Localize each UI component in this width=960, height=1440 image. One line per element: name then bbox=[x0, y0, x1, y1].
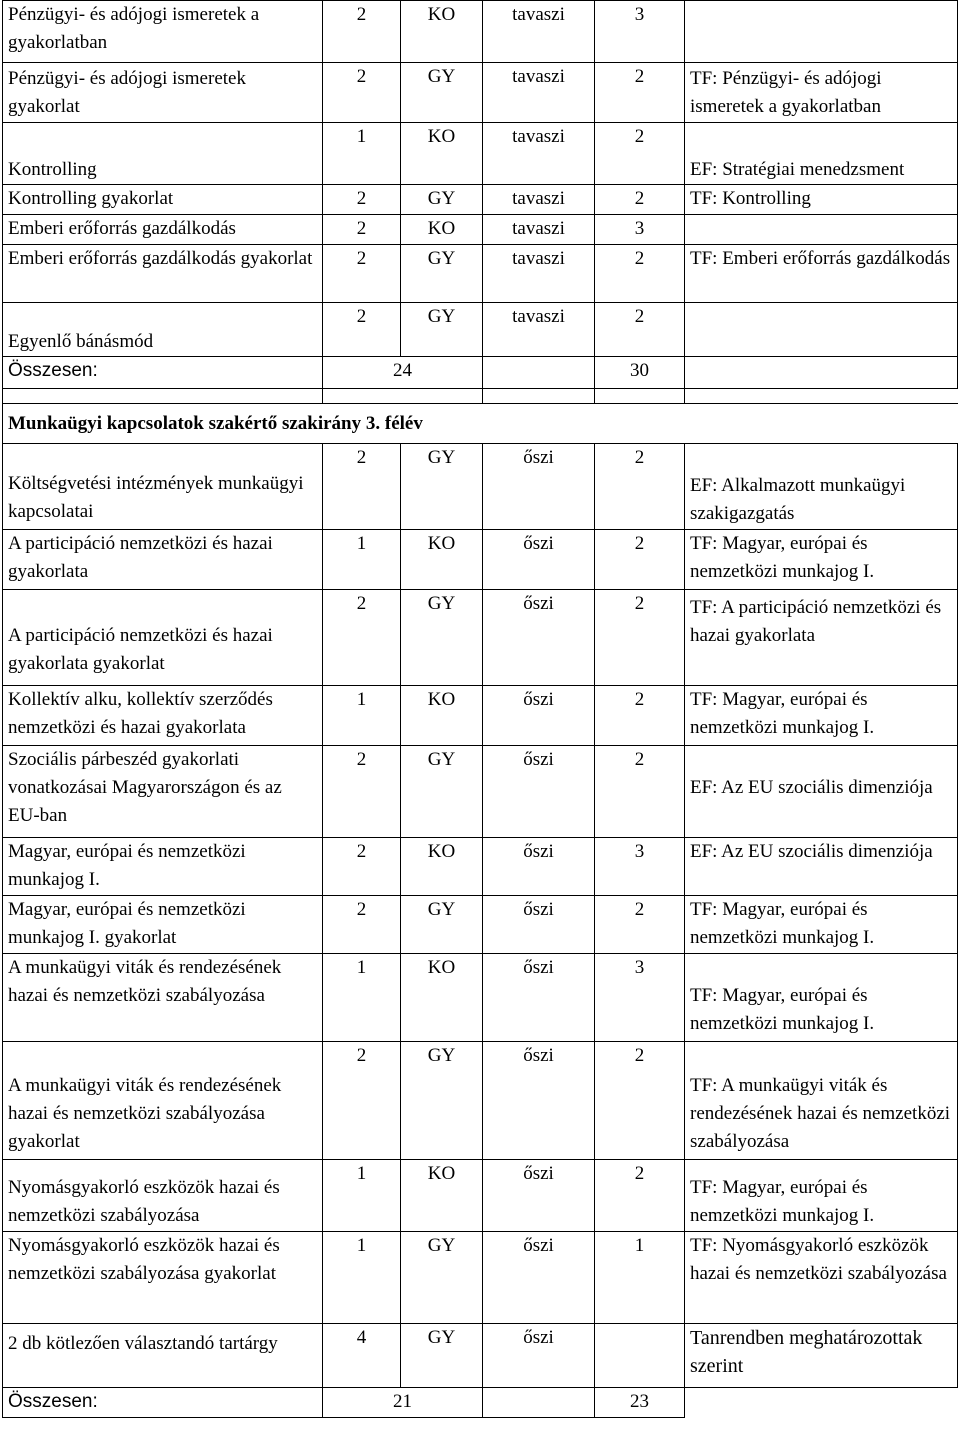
hours: 2 bbox=[595, 303, 685, 357]
subject-name: Magyar, európai és nemzetközi munkajog I. bbox=[3, 838, 323, 896]
prerequisite: TF: A munkaügyi viták és rendezésének hazai és nemzetközi szabályozása bbox=[685, 1042, 958, 1160]
subject-name: Pénzügyi- és adójogi ismeretek a gyakorlatban bbox=[3, 1, 323, 63]
table-row bbox=[3, 746, 958, 838]
credits: 1 bbox=[323, 1160, 401, 1232]
credits: 2 bbox=[323, 1042, 401, 1160]
course-type: KO bbox=[401, 215, 483, 245]
course-type: GY bbox=[401, 1042, 483, 1160]
hours: 2 bbox=[595, 590, 685, 686]
prerequisite bbox=[685, 1, 958, 63]
credits: 2 bbox=[323, 185, 401, 215]
hours: 2 bbox=[595, 444, 685, 530]
semester: őszi bbox=[483, 896, 595, 954]
hours: 2 bbox=[595, 686, 685, 746]
credits: 1 bbox=[323, 1232, 401, 1324]
semester: őszi bbox=[483, 590, 595, 686]
course-type: GY bbox=[401, 63, 483, 123]
total-credits: 21 bbox=[323, 1388, 483, 1418]
credits: 2 bbox=[323, 746, 401, 838]
hours: 3 bbox=[595, 954, 685, 1042]
credits: 1 bbox=[323, 954, 401, 1042]
prerequisite: EF: Alkalmazott munkaügyi szakigazgatás bbox=[685, 444, 958, 530]
empty-cell bbox=[685, 1388, 958, 1418]
table-row bbox=[3, 215, 958, 245]
course-type: GY bbox=[401, 590, 483, 686]
credits: 2 bbox=[323, 1, 401, 63]
total-label: Összesen: bbox=[3, 1388, 323, 1418]
prerequisite: EF: Stratégiai menedzsment bbox=[685, 123, 958, 185]
course-type: GY bbox=[401, 245, 483, 303]
subject-name: Nyomásgyakorló eszközök hazai és nemzetközi szabályozása gyakorlat bbox=[3, 1232, 323, 1324]
course-type: KO bbox=[401, 530, 483, 590]
credits: 4 bbox=[323, 1324, 401, 1388]
prerequisite bbox=[685, 215, 958, 245]
hours: 3 bbox=[595, 1, 685, 63]
section-header bbox=[3, 404, 958, 444]
prerequisite: EF: Az EU szociális dimenziója bbox=[685, 746, 958, 838]
semester: őszi bbox=[483, 1324, 595, 1388]
hours: 2 bbox=[595, 530, 685, 590]
subject-name: A participáció nemzetközi és hazai gyakorlata gyakorlat bbox=[3, 590, 323, 686]
prerequisite: TF: Nyomásgyakorló eszközök hazai és nemzetközi szabályozása bbox=[685, 1232, 958, 1324]
prerequisite: TF: Magyar, európai és nemzetközi munkajog I. bbox=[685, 954, 958, 1042]
hours: 2 bbox=[595, 746, 685, 838]
subject-name: A munkaügyi viták és rendezésének hazai és nemzetközi szabályozása bbox=[3, 954, 323, 1042]
prerequisite: TF: Magyar, európai és nemzetközi munkajog I. bbox=[685, 1160, 958, 1232]
table-row bbox=[3, 63, 958, 123]
prerequisite: TF: Magyar, európai és nemzetközi munkajog I. bbox=[685, 530, 958, 590]
table-row bbox=[3, 1232, 958, 1324]
hours bbox=[595, 1324, 685, 1388]
prerequisite: TF: Magyar, európai és nemzetközi munkajog I. bbox=[685, 686, 958, 746]
semester: őszi bbox=[483, 746, 595, 838]
hours: 3 bbox=[595, 215, 685, 245]
table-row bbox=[3, 185, 958, 215]
semester: őszi bbox=[483, 686, 595, 746]
hours: 2 bbox=[595, 1042, 685, 1160]
credits: 1 bbox=[323, 530, 401, 590]
credits: 2 bbox=[323, 245, 401, 303]
subject-name: Kollektív alku, kollektív szerződés nemzetközi és hazai gyakorlata bbox=[3, 686, 323, 746]
course-type: KO bbox=[401, 954, 483, 1042]
semester: tavaszi bbox=[483, 1, 595, 63]
course-type: KO bbox=[401, 123, 483, 185]
course-type: KO bbox=[401, 1, 483, 63]
total-hours: 30 bbox=[595, 357, 685, 389]
semester: őszi bbox=[483, 530, 595, 590]
hours: 2 bbox=[595, 63, 685, 123]
subject-name: A participáció nemzetközi és hazai gyakorlata bbox=[3, 530, 323, 590]
semester: őszi bbox=[483, 444, 595, 530]
hours: 2 bbox=[595, 245, 685, 303]
empty-cell bbox=[483, 357, 595, 389]
table-row bbox=[3, 303, 958, 357]
total-credits: 24 bbox=[323, 357, 483, 389]
table-row bbox=[3, 530, 958, 590]
semester: tavaszi bbox=[483, 245, 595, 303]
prerequisite: Tanrendben meghatározottak szerint bbox=[685, 1324, 958, 1388]
credits: 2 bbox=[323, 590, 401, 686]
hours: 2 bbox=[595, 185, 685, 215]
curriculum-table bbox=[2, 0, 958, 1418]
credits: 2 bbox=[323, 838, 401, 896]
semester: őszi bbox=[483, 1042, 595, 1160]
table-row bbox=[3, 123, 958, 185]
subject-name: Pénzügyi- és adójogi ismeretek gyakorlat bbox=[3, 63, 323, 123]
section-title: Munkaügyi kapcsolatok szakértő szakirány 3. félév bbox=[3, 404, 958, 444]
subject-name: Szociális párbeszéd gyakorlati vonatkozásai Magyarországon és az EU-ban bbox=[3, 746, 323, 838]
credits: 2 bbox=[323, 303, 401, 357]
table-row bbox=[3, 838, 958, 896]
hours: 1 bbox=[595, 1232, 685, 1324]
table-row bbox=[3, 1324, 958, 1388]
semester: őszi bbox=[483, 1232, 595, 1324]
subject-name: Kontrolling gyakorlat bbox=[3, 185, 323, 215]
total-row bbox=[3, 357, 958, 389]
semester: őszi bbox=[483, 954, 595, 1042]
credits: 2 bbox=[323, 444, 401, 530]
semester: tavaszi bbox=[483, 185, 595, 215]
course-type: KO bbox=[401, 686, 483, 746]
table-row bbox=[3, 1160, 958, 1232]
hours: 2 bbox=[595, 1160, 685, 1232]
subject-name: Emberi erőforrás gazdálkodás bbox=[3, 215, 323, 245]
subject-name: Költségvetési intézmények munkaügyi kapcsolatai bbox=[3, 444, 323, 530]
hours: 3 bbox=[595, 838, 685, 896]
semester: tavaszi bbox=[483, 303, 595, 357]
subject-name: Emberi erőforrás gazdálkodás gyakorlat bbox=[3, 245, 323, 303]
course-type: GY bbox=[401, 896, 483, 954]
total-hours: 23 bbox=[595, 1388, 685, 1418]
course-type: GY bbox=[401, 444, 483, 530]
prerequisite: TF: Magyar, európai és nemzetközi munkajog I. bbox=[685, 896, 958, 954]
course-type: GY bbox=[401, 1324, 483, 1388]
course-type: KO bbox=[401, 838, 483, 896]
course-type: GY bbox=[401, 185, 483, 215]
semester: tavaszi bbox=[483, 123, 595, 185]
empty-cell bbox=[483, 1388, 595, 1418]
hours: 2 bbox=[595, 896, 685, 954]
credits: 2 bbox=[323, 896, 401, 954]
table-row bbox=[3, 1042, 958, 1160]
hours: 2 bbox=[595, 123, 685, 185]
credits: 2 bbox=[323, 63, 401, 123]
subject-name: Magyar, európai és nemzetközi munkajog I. gyakorlat bbox=[3, 896, 323, 954]
credits: 1 bbox=[323, 686, 401, 746]
total-label: Összesen: bbox=[3, 357, 323, 389]
subject-name: Kontrolling bbox=[3, 123, 323, 185]
subject-name: Nyomásgyakorló eszközök hazai és nemzetközi szabályozása bbox=[3, 1160, 323, 1232]
semester: őszi bbox=[483, 1160, 595, 1232]
empty-cell bbox=[685, 357, 958, 389]
course-type: GY bbox=[401, 1232, 483, 1324]
table-row bbox=[3, 686, 958, 746]
subject-name: A munkaügyi viták és rendezésének hazai és nemzetközi szabályozása gyakorlat bbox=[3, 1042, 323, 1160]
total-row bbox=[3, 1388, 958, 1418]
table-row bbox=[3, 590, 958, 686]
subject-name: 2 db kötlezően választandó tartárgy bbox=[3, 1324, 323, 1388]
semester: tavaszi bbox=[483, 215, 595, 245]
table-row bbox=[3, 245, 958, 303]
prerequisite: TF: Pénzügyi- és adójogi ismeretek a gyakorlatban bbox=[685, 63, 958, 123]
prerequisite: TF: A participáció nemzetközi és hazai gyakorlata bbox=[685, 590, 958, 686]
semester: őszi bbox=[483, 838, 595, 896]
credits: 2 bbox=[323, 215, 401, 245]
prerequisite bbox=[685, 303, 958, 357]
table-row bbox=[3, 896, 958, 954]
course-type: KO bbox=[401, 1160, 483, 1232]
table-row bbox=[3, 444, 958, 530]
course-type: GY bbox=[401, 746, 483, 838]
spacer-row bbox=[3, 389, 958, 404]
semester: tavaszi bbox=[483, 63, 595, 123]
table-row bbox=[3, 1, 958, 63]
prerequisite: EF: Az EU szociális dimenziója bbox=[685, 838, 958, 896]
course-type: GY bbox=[401, 303, 483, 357]
prerequisite: TF: Emberi erőforrás gazdálkodás bbox=[685, 245, 958, 303]
table-row bbox=[3, 954, 958, 1042]
credits: 1 bbox=[323, 123, 401, 185]
subject-name: Egyenlő bánásmód bbox=[3, 303, 323, 357]
prerequisite: TF: Kontrolling bbox=[685, 185, 958, 215]
